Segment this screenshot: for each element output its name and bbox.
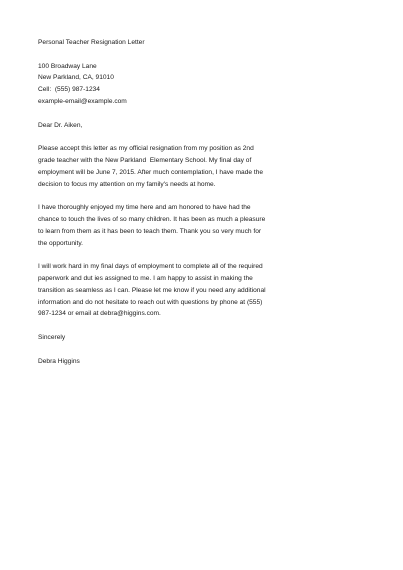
paragraph-line: I have thoroughly enjoyed my time here and am honored to have had the: [38, 204, 251, 212]
spacer: [38, 320, 278, 332]
spacer: [38, 49, 278, 61]
paragraph-line: grade teacher with the New Parkland Elementary School. My final day of: [38, 156, 252, 164]
letter-title: Personal Teacher Resignation Letter: [38, 39, 145, 46]
paragraph-3: [38, 261, 278, 320]
paragraph-line: Please accept this letter as my official resignation from my position as 2nd: [38, 145, 254, 153]
paragraph-1: [38, 143, 278, 190]
paragraph-2: [38, 202, 278, 249]
address-street: 100 Broadway Lane: [38, 62, 97, 70]
paragraph-line: I will work hard in my final days of employment to complete all of the required: [38, 263, 263, 271]
salutation: Dear Dr. Aiken,: [38, 121, 83, 129]
spacer: [38, 131, 278, 143]
paragraph-line: employment will be June 7, 2015. After much contemplation, I have made the: [38, 168, 264, 176]
paragraph-line: information and do not hesitate to reach out with questions by phone at (555): [38, 298, 263, 306]
spacer: [38, 344, 278, 356]
sender-address-block: [38, 61, 278, 108]
letter-body: [38, 37, 278, 367]
address-cell: Cell: (555) 987-1234: [38, 86, 100, 94]
address-city: New Parkland, CA, 91010: [38, 74, 114, 82]
paragraph-line: 987-1234 or email at debra@higgins.com.: [38, 310, 161, 318]
paragraph-line: transition as seamless as I can. Please let me know if you need any additional: [38, 286, 266, 294]
spacer: [38, 108, 278, 120]
paragraph-line: chance to touch the lives of so many children. It has been as much a pleasure: [38, 215, 266, 223]
paragraph-line: to learn from them as it has been to teach them. Thank you so very much for: [38, 227, 262, 235]
address-email: example-email@example.com: [38, 97, 127, 105]
paragraph-line: decision to focus my attention on my family's needs at home.: [38, 180, 216, 188]
paragraph-line: paperwork and dut ies assigned to me. I am happy to assist in making the: [38, 274, 253, 282]
paragraph-line: the opportunity.: [38, 239, 83, 247]
spacer: [38, 249, 278, 261]
closing: Sincerely: [38, 333, 66, 341]
signature-name: Debra Higgins: [38, 357, 80, 365]
spacer: [38, 190, 278, 202]
